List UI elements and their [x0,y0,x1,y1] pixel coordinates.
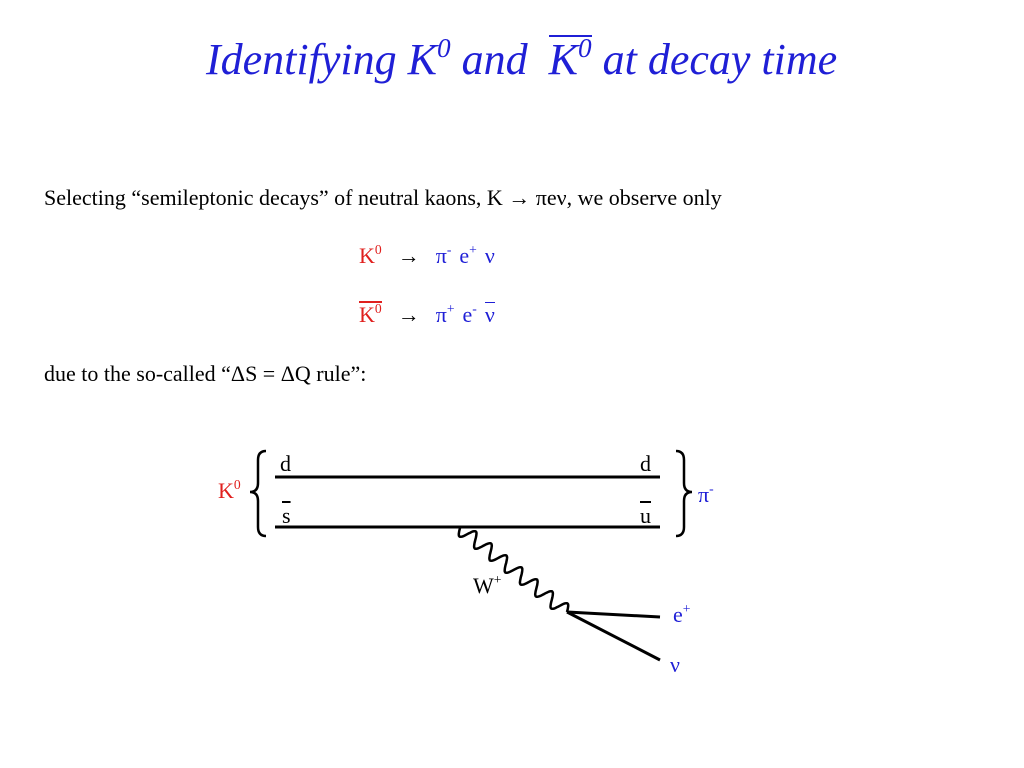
initial-state-label [218,478,241,504]
eq1-nu: ν [484,243,495,268]
eq1-e: e [459,243,470,268]
boson-label [473,573,501,599]
title-sup2: 0 [577,32,592,63]
intro-text: Selecting “semileptonic decays” of neutral kaons, K → πeν, we observe only [44,185,722,210]
title-part2: and [461,35,528,84]
eq2-e-sup: - [472,301,477,316]
quark-label-d-right: d [640,451,651,476]
eq2-nu-bar: ν [484,302,495,327]
initial-label: K [218,478,234,503]
eq2-k-label: K [359,302,375,327]
title-sup1: 0 [436,32,451,63]
boson-name: W [473,573,494,598]
left-brace [250,451,266,536]
lepton1-name: e [673,602,683,627]
eq1-pi-sup: - [446,242,452,257]
quark-label-sbar: $\overline{s}$ [282,503,291,528]
eq2-e: e [462,302,473,327]
w-boson-line [459,528,568,612]
initial-sup: 0 [233,477,241,492]
final-state-label [698,482,714,508]
eq2-arrow: → [397,302,420,327]
eq1-arrow: → [397,243,420,268]
eq2-pi-sup: + [446,301,455,316]
lepton1-sup: + [682,601,691,616]
title-part4: at decay time [602,35,838,84]
eq1-k-label: K [359,243,375,268]
eq2-pi: π [435,302,447,327]
quark-label-d-left: d [280,451,291,476]
neutrino-line [567,612,660,660]
title-part1: Identifying K [206,35,437,84]
boson-sup: + [493,572,502,587]
eq1-k-sup: 0 [374,242,382,257]
lepton2-label: ν [670,652,680,677]
eq2-k-sup: 0 [374,301,382,316]
final-label: π [698,482,710,507]
right-brace [676,451,692,536]
positron-line [567,612,660,617]
rule-note: due to the so-called “ΔS = ΔQ rule”: [44,361,367,386]
final-sup: - [709,481,714,496]
lepton1-label [673,602,690,628]
quark-label-ubar: $\overline{u}$ [640,503,651,528]
eq1-e-sup: + [469,242,477,257]
eq1-pi: π [435,243,447,268]
title-part3: K [548,35,578,84]
